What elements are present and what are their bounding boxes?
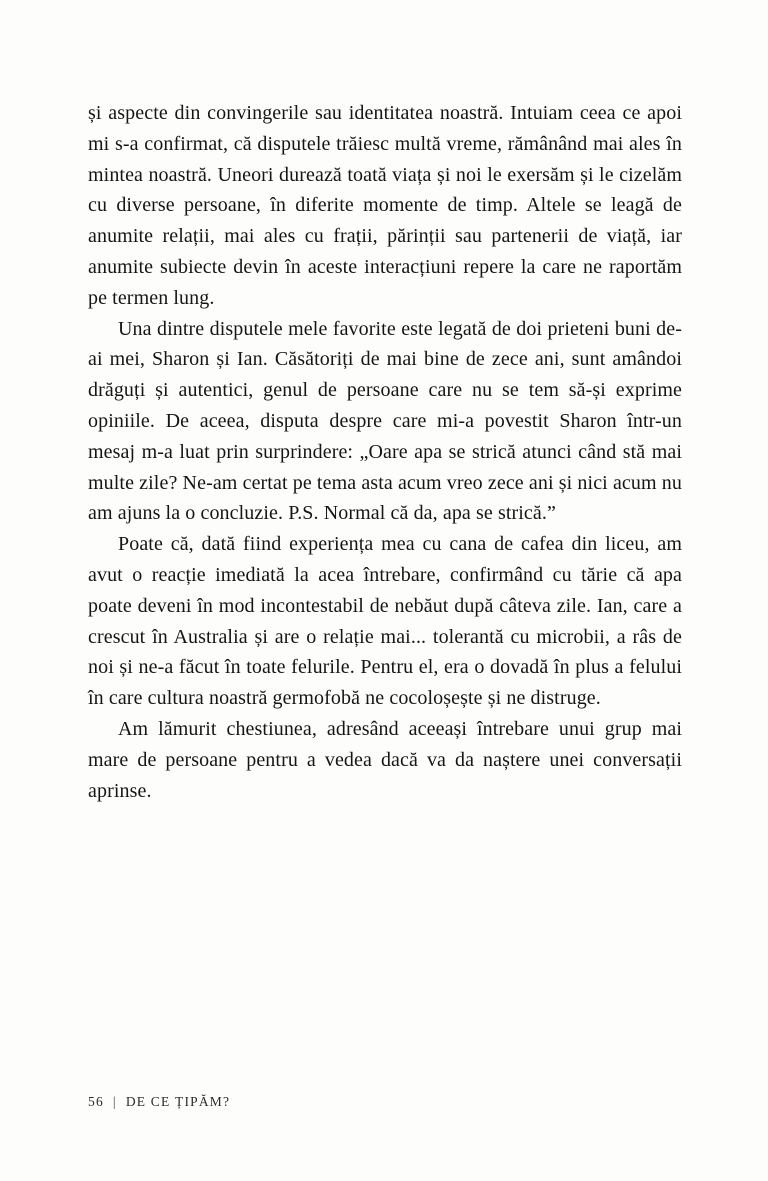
running-title: DE CE ȚIPĂM? <box>125 1094 231 1109</box>
page-footer <box>88 1094 230 1110</box>
paragraph: Una dintre disputele mele favorite este legată de doi prieteni buni de-ai mei, Sharon și Ian. Căsătoriți de mai bine de zece ani, sunt amândoi drăguți și autentici, genul de persoane care nu se tem să-și exprime opiniile. De aceea, disputa despre care mi-a povestit Sharon într-un mesaj m-a luat prin surprindere: „Oare apa se strică atunci când stă mai multe zile? Ne-am certat pe tema asta acum vreo zece ani și nici acum nu am ajuns la o concluzie. P.S. Normal că da, apa se strică.” <box>88 317 682 525</box>
paragraph: Am lămurit chestiunea, adresând aceeași întrebare unui grup mai mare de persoane pentru a vedea dacă va da naștere unei conversații aprinse. <box>88 717 682 802</box>
body-text <box>88 98 682 806</box>
paragraph: Poate că, dată fiind experiența mea cu cana de cafea din liceu, am avut o reacție imediată la acea întrebare, confirmând cu tărie că apa poate deveni în mod incontestabil de nebăut după câteva zile. Ian, care a crescut în Australia și are o relație mai... tolerantă cu microbii, a râs de noi și ne-a făcut în toate felurile. Pentru el, era o dovadă în plus a felului în care cultura noastră germofobă ne cocoloșește și ne distruge. <box>88 533 682 710</box>
footer-separator: | <box>112 1094 117 1109</box>
page-number: 56 <box>88 1094 104 1109</box>
paragraph-continuation: și aspecte din convingerile sau identitatea noastră. Intuiam ceea ce apoi mi s-a confirmat, că disputele trăiesc multă vreme, rămânând mai ales în mintea noastră. Uneori durează toată viața și noi le exersăm și le cizelăm cu diverse persoane, în diferite momente de timp. Altele se leagă de anumite relații, mai ales cu frații, părinții sau partenerii de viață, iar anumite subiecte devin în aceste interacțiuni repere la care ne raportăm pe termen lung. <box>88 102 682 309</box>
